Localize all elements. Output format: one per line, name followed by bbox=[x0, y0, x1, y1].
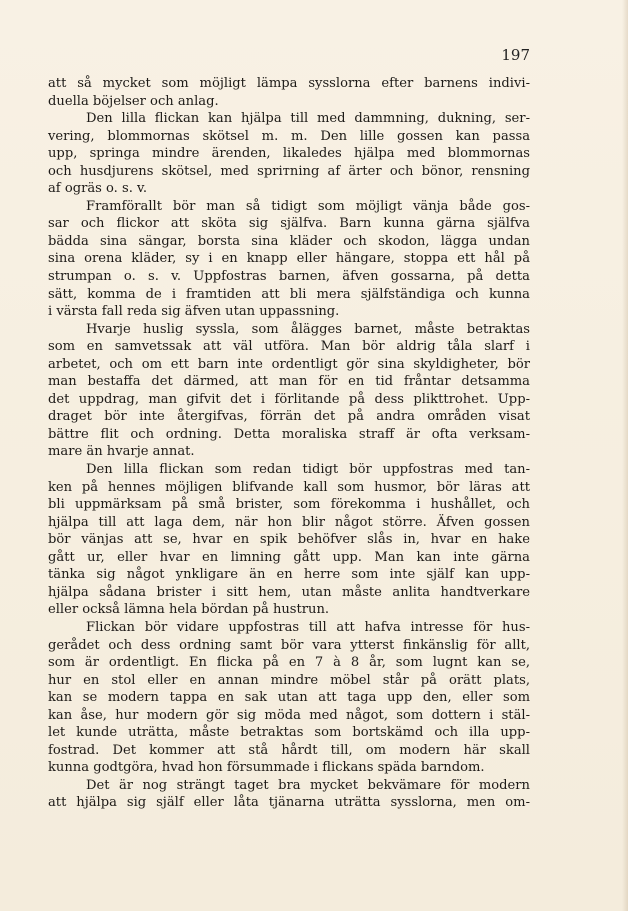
text-line: och husdjurens skötsel, med sprітning af ärter och bönor, rensning bbox=[48, 163, 530, 179]
paragraph bbox=[48, 777, 530, 812]
page-edge-shadow bbox=[622, 0, 628, 911]
text-line: sätt, komma de i framtiden att bli mera själfständiga och kunna bbox=[48, 286, 530, 302]
text-line: kunna godtgöra, hvad hon försummade i flickans späda barndom. bbox=[48, 760, 485, 776]
text-line: i värsta fall reda sig äfven utan uppassning. bbox=[48, 304, 340, 320]
paragraph bbox=[48, 321, 530, 461]
text-line: kan åse, hur modern gör sig möda med något, som dottern i stäl- bbox=[48, 707, 530, 723]
text-line: som är ordentligt. En flicka på en 7 à 8 år, som lugnt kan se, bbox=[48, 655, 530, 671]
text-line: kan se modern tappa en sak utan att taga upp den, eller som bbox=[48, 690, 530, 706]
text-line: let kunde uträtta, måste betraktas som bortskämd och illa upp- bbox=[48, 725, 530, 741]
text-line: tänka sig något ynkligare än en herre som inte själf kan upp- bbox=[48, 567, 530, 583]
text-line: Det är nog strängt taget bra mycket bekvämare för modern bbox=[86, 777, 530, 793]
text-line: sina orena kläder, sy i en knapp eller hängare, stoppa ett hål på bbox=[48, 251, 530, 267]
text-line: gått ur, eller hvar en limning gått upp. Man kan inte gärna bbox=[48, 549, 530, 565]
text-line: bädda sina sängar, borsta sina kläder och skodon, lägga undan bbox=[48, 233, 530, 249]
text-line: det uppdrag, man gifvit det i förlitande på dess plikttrohet. Upp- bbox=[48, 391, 530, 407]
text-line: bli uppmärksam på små brister, som förekomma i hushållet, och bbox=[48, 497, 530, 513]
text-line: sar och flickor att sköta sig själfva. Barn kunna gärna själfva bbox=[48, 216, 530, 232]
text-line: Den lilla flickan som redan tidigt bör uppfostras med tan- bbox=[86, 462, 530, 478]
paragraph bbox=[48, 619, 530, 777]
text-line: ken på hennes möjligen blifvande kall som husmor, bör läras att bbox=[48, 479, 530, 495]
text-line: hjälpa sådana brister i sitt hem, utan måste anlita handtverkare bbox=[48, 584, 530, 600]
paragraph bbox=[48, 461, 530, 619]
text-line: Den lilla flickan kan hjälpa till med dammning, dukning, ser- bbox=[86, 111, 530, 127]
text-line: hur en stol eller en annan mindre möbel står på orätt plats, bbox=[48, 672, 530, 688]
text-line: vering, blommornas skötsel m. m. Den lille gossen kan passa bbox=[48, 128, 530, 144]
text-line: strumpan o. s. v. Uppfostras barnen, äfven gossarna, på detta bbox=[48, 269, 530, 285]
text-line: draget bör inte återgifvas, förrän det på andra områden visat bbox=[48, 409, 530, 425]
text-line: upp, springa mindre ärenden, likaledes hjälpa med blommornas bbox=[48, 146, 530, 162]
text-line: arbetet, och om ett barn inte ordentligt gör sina skyldigheter, bör bbox=[48, 356, 530, 372]
text-line: man bestaffa det därmed, att man för en tid fråntar detsamma bbox=[48, 374, 530, 390]
text-line: att så mycket som möjligt lämpa sysslorna efter barnens indivi- bbox=[48, 76, 530, 91]
paragraph bbox=[48, 198, 530, 321]
text-line: fostrad. Det kommer att stå hårdt till, om modern här skall bbox=[48, 742, 530, 758]
text-line: bättre flit och ordning. Detta moraliska straff är ofta verksam- bbox=[48, 426, 530, 442]
text-line: duella böjelser och anlag. bbox=[48, 93, 219, 109]
paragraph bbox=[48, 110, 530, 198]
text-line: som en samvetssak att väl utföra. Man bör aldrig tåla slarf i bbox=[48, 339, 530, 355]
text-line: Framförallt bör man så tidigt som möjligt vänja både gos- bbox=[86, 198, 530, 214]
text-line: bör vänjas att se, hvar en spik behöfver slås in, hvar en hake bbox=[48, 532, 530, 548]
text-line: eller också lämna hela bördan på hustrun. bbox=[48, 602, 330, 618]
text-line: att hjälpa sig själf eller låta tjänarna uträtta sysslorna, men om- bbox=[48, 795, 530, 811]
text-line: af ogräs o. s. v. bbox=[48, 181, 148, 197]
text-line: gerådet och dess ordning samt bör vara ytterst finkänslig för allt, bbox=[48, 637, 530, 653]
text-line: hjälpa till att laga dem, när hon blir något större. Äfven gossen bbox=[48, 514, 530, 530]
text-line: Flickan bör vidare uppfostras till att hafva intresse för hus- bbox=[86, 619, 530, 635]
paragraph bbox=[48, 75, 530, 110]
page-number: 197 bbox=[501, 46, 530, 64]
body-text bbox=[48, 75, 530, 812]
text-line: mare än hvarje annat. bbox=[48, 444, 195, 460]
text-line: Hvarje huslig syssla, som ålägges barnet, måste betraktas bbox=[86, 321, 530, 337]
